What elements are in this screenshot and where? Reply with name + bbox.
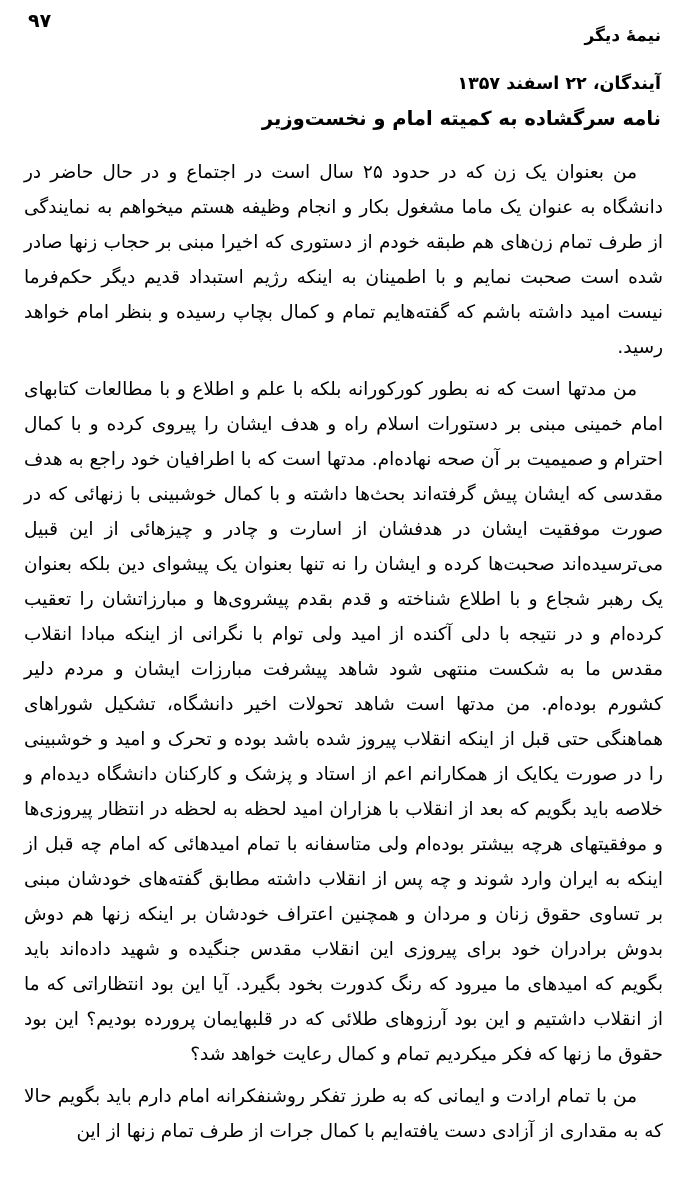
paragraph: من مدتها است که نه بطور کورکورانه بلکه با علم و اطلاع و با مطالعات کتابهای امام خمینی مبنی بر دستورات اسلام راه و هدف ایشان را پیروی کرده و با کمال احترام و صمیمیت بر آن صحه نهاده‌ام. مدتها است که با اطرافیان خود راجع به هدف مقدسی که ایشان پیش گرفته‌اند بحث‌ها داشته و با کمال خوشبینی با زنهائی که در صورت موفقیت ایشان در هدفشان از اسارت و چادر و چیزهائی از این قبیل می‌ترسیده‌اند صحبت‌ها کرده و ایشان را نه تنها بعنوان یک پیشوای دین بلکه بعنوان یک رهبر شجاع و با اطلاع شناخته و قدم بقدم پیشروی‌ها و مبارزاتشان را تعقیب کرده‌ام و در نتیجه با دلی آکنده از امید ولی توام با نگرانی از اینکه مبادا انقلاب مقدس ما به شکست منتهی شود شاهد پیشرفت مبارزات ایشان و مردم دلیر کشورم بوده‌ام. من مدتها است شاهد تحولات اخیر دانشگاه، تشکیل شوراهای هماهنگی حتی قبل از اینکه انقلاب پیروز شده باشد بوده و تحرک و امید و خوشبینی را در صورت یکایک از همکارانم اعم از استاد و پزشک و کارکنان دانشگاه دیده‌ام و خلاصه باید بگویم که بعد از انقلاب با هزاران امید لحظه به لحظه در انتظار پیروزی‌ها و موفقیتهای هرچه بیشتر بوده‌ام ولی متاسفانه با تمام امیدهائی که امام چه قبل از اینکه به ایران وارد شوند و چه پس از انقلاب داشته مطابق گفته‌های خودشان مبنی بر تساوی حقوق زنان و مردان و همچنین اعتراف خودشان بر اینکه زنها هم دوش بدوش برادران خود برای پیروزی این انقلاب مقدس جنگیده و شهید داده‌اند باید بگویم که امیدهای ما میرود که رنگ کدورت بخود بگیرد. آیا این بود انتظاراتی که ما از انقلاب داشتیم و این بود آرزوهای طلائی که در قلبهایمان پرورده بودیم؟ این بود حقوق ما زنها که فکر میکردیم تمام و کمال رعایت خواهد شد؟ <box>24 379 663 1065</box>
article-title: نامه سرگشاده به کمیته امام و نخست‌وزیر <box>261 107 661 130</box>
paragraph: من با تمام ارادت و ایمانی که به طرز تفکر روشنفکرانه امام دارم باید بگویم حالا که به مقداری از آزادی دست یافته‌ایم با کمال جرات از طرف تمام زنها از این <box>24 1086 663 1142</box>
paragraph: من بعنوان یک زن که در حدود ۲۵ سال است در اجتماع و در حال حاضر در دانشگاه به عنوان یک ماما مشغول بکار و انجام وظیفه هستم میخواهم به نمایندگی از طرف تمام زن‌های هم طبقه خودم از دستوری که اخیرا مبنی بر حجاب زنها صادر شده است صحبت نمایم و با اطمینان به اینکه رژیم استبداد قدیم دیگر حکم‌فرما نیست امید داشته باشم که گفته‌هایم تمام و کمال بچاپ رسیده و بنظر امام خواهد رسید. <box>24 162 663 358</box>
running-header: نیمهٔ دیگر <box>584 26 661 46</box>
article-body <box>24 155 663 1156</box>
article-source-line: آیندگان، ۲۲ اسفند ۱۳۵۷ <box>457 74 661 94</box>
page-number: ۹۷ <box>28 10 52 32</box>
article-header <box>26 74 661 130</box>
